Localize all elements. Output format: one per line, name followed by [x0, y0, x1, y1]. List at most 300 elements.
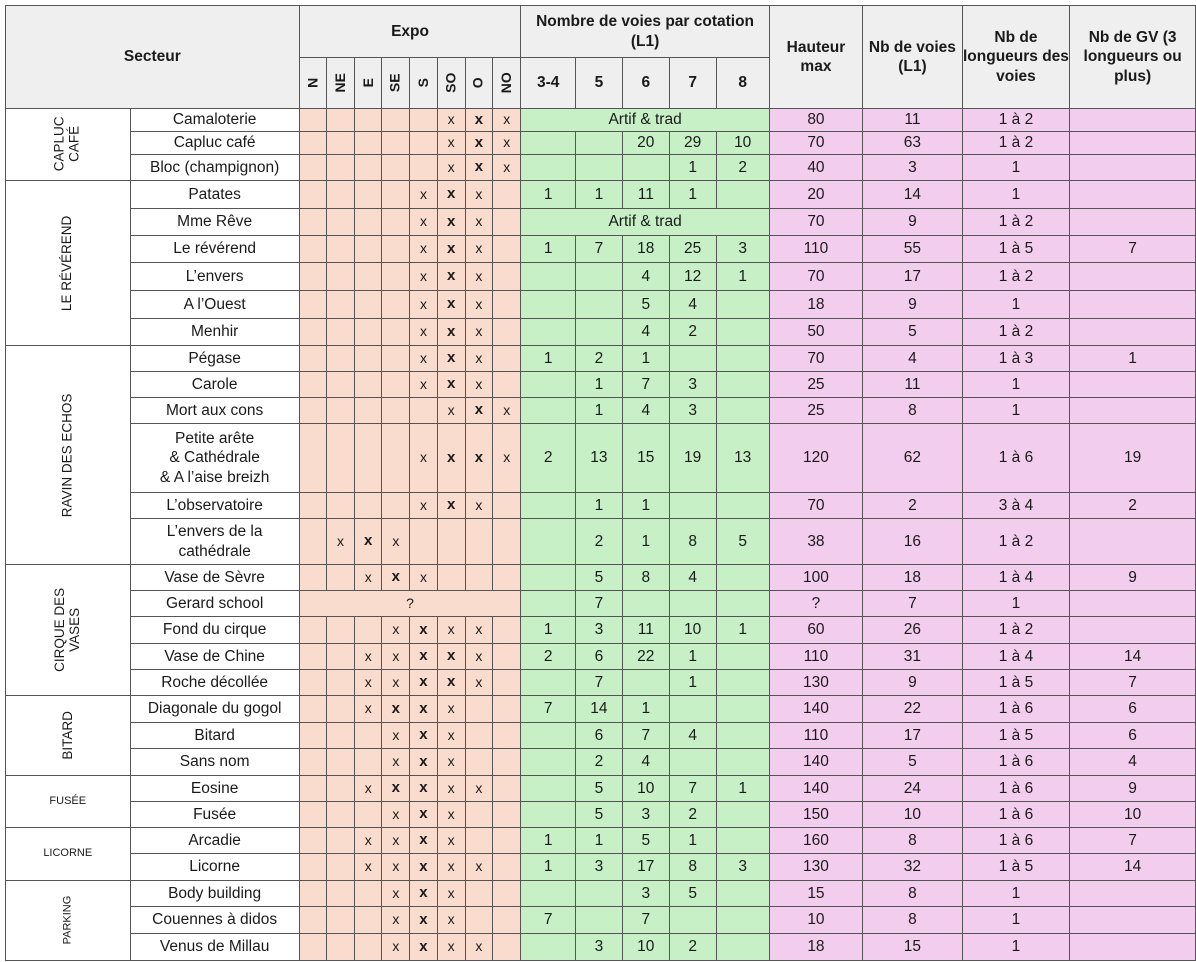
- grade-count-cell: [521, 493, 576, 519]
- expo-cell: x: [410, 881, 437, 907]
- table-row: [6, 346, 1196, 372]
- table-row: [6, 155, 1196, 181]
- expo-cell: x: [465, 424, 492, 493]
- sector-name: A l’Ouest: [130, 291, 299, 319]
- sector-name: Diagonale du gogol: [130, 696, 299, 723]
- expo-cell: [326, 493, 354, 519]
- nb-longueurs-cell: 1 à 3: [962, 346, 1070, 372]
- grade-count-cell: 7: [575, 591, 622, 617]
- grade-count-cell: 1: [669, 155, 716, 181]
- expo-cell: x: [465, 291, 492, 319]
- expo-cell: x: [382, 723, 410, 749]
- expo-cell: [437, 565, 465, 591]
- expo-cell: [410, 109, 437, 132]
- expo-cell: x: [410, 934, 437, 961]
- grade-count-cell: 12: [669, 263, 716, 291]
- group-label-rotated: [53, 117, 83, 172]
- nb-voies-cell: 31: [863, 644, 963, 670]
- expo-cell: [410, 155, 437, 181]
- grade-count-cell: 2: [521, 644, 576, 670]
- hauteur-max-cell: 130: [769, 854, 862, 881]
- grade-count-cell: [669, 907, 716, 934]
- table-row: [6, 236, 1196, 263]
- hauteur-max-cell: 130: [769, 670, 862, 696]
- hauteur-max-cell: 100: [769, 565, 862, 591]
- expo-cell: [465, 723, 492, 749]
- grade-count-cell: 10: [716, 132, 769, 155]
- expo-cell: [382, 424, 410, 493]
- expo-cell: [299, 181, 326, 209]
- grade-count-cell: 4: [669, 291, 716, 319]
- expo-cell: [326, 670, 354, 696]
- header-nb-longueurs: Nb de longueurs des voies: [962, 6, 1070, 109]
- grade-count-cell: 3: [716, 854, 769, 881]
- grade-count-cell: 1: [575, 181, 622, 209]
- hauteur-max-cell: 25: [769, 398, 862, 424]
- expo-cell: [299, 828, 326, 854]
- expo-cell: x: [326, 519, 354, 565]
- grade-count-cell: 11: [622, 181, 669, 209]
- expo-cell: [326, 372, 354, 398]
- expo-cell: x: [493, 424, 521, 493]
- table-row: [6, 696, 1196, 723]
- expo-cell: [299, 236, 326, 263]
- grade-count-cell: 1: [521, 854, 576, 881]
- expo-cell: [355, 493, 382, 519]
- grade-count-cell: [521, 372, 576, 398]
- nb-voies-cell: 9: [863, 291, 963, 319]
- group-label-line: VASES: [66, 607, 82, 652]
- grade-count-cell: 15: [622, 424, 669, 493]
- nb-longueurs-cell: 1 à 4: [962, 565, 1070, 591]
- expo-cell: x: [465, 319, 492, 346]
- expo-cell: x: [437, 749, 465, 776]
- nb-gv-cell: 4: [1070, 749, 1196, 776]
- group-label-line: RAVIN DES ECHOS: [59, 393, 75, 517]
- header-nb-voies: Nb de voies (L1): [863, 6, 963, 109]
- expo-cell: x: [410, 236, 437, 263]
- hauteur-max-cell: 18: [769, 291, 862, 319]
- expo-cell: x: [465, 372, 492, 398]
- grade-count-cell: [669, 493, 716, 519]
- nb-longueurs-cell: 1 à 2: [962, 109, 1070, 132]
- grade-count-cell: [521, 319, 576, 346]
- grade-count-cell: 10: [669, 617, 716, 644]
- grade-count-cell: 3: [716, 236, 769, 263]
- expo-cell: [299, 291, 326, 319]
- expo-cell: [299, 934, 326, 961]
- expo-cell: x: [437, 236, 465, 263]
- nb-gv-cell: [1070, 209, 1196, 236]
- expo-cell: [355, 802, 382, 828]
- grade-count-cell: [521, 132, 576, 155]
- expo-cell: [465, 802, 492, 828]
- expo-cell: x: [437, 346, 465, 372]
- grade-count-cell: 1: [575, 398, 622, 424]
- expo-cell: x: [465, 346, 492, 372]
- expo-cell: [299, 493, 326, 519]
- nb-voies-cell: 18: [863, 565, 963, 591]
- expo-cell: [355, 209, 382, 236]
- grade-count-cell: [716, 565, 769, 591]
- expo-cell: [355, 907, 382, 934]
- grade-count-cell: 4: [669, 565, 716, 591]
- table-row: [6, 565, 1196, 591]
- expo-cell: [493, 263, 521, 291]
- nb-gv-cell: 9: [1070, 565, 1196, 591]
- header-dir-so: SO: [437, 58, 465, 109]
- grade-count-cell: [716, 181, 769, 209]
- nb-voies-cell: 11: [863, 109, 963, 132]
- expo-cell: [299, 424, 326, 493]
- expo-cell: [355, 109, 382, 132]
- expo-cell: [355, 723, 382, 749]
- group-label-line: FUSÉE: [49, 794, 87, 807]
- grade-count-cell: 5: [575, 776, 622, 802]
- expo-cell: x: [437, 907, 465, 934]
- nb-voies-cell: 4: [863, 346, 963, 372]
- hauteur-max-cell: 70: [769, 209, 862, 236]
- expo-cell: x: [382, 934, 410, 961]
- group-label: [6, 881, 131, 961]
- group-label: [6, 346, 131, 565]
- nb-gv-cell: [1070, 881, 1196, 907]
- expo-cell: x: [465, 109, 492, 132]
- expo-cell: [326, 346, 354, 372]
- nb-voies-cell: 9: [863, 670, 963, 696]
- nb-voies-cell: 62: [863, 424, 963, 493]
- expo-cell: x: [437, 854, 465, 881]
- hauteur-max-cell: 40: [769, 155, 862, 181]
- grade-count-cell: 5: [716, 519, 769, 565]
- nb-voies-cell: 8: [863, 398, 963, 424]
- grade-count-cell: 7: [622, 723, 669, 749]
- expo-cell: [465, 519, 492, 565]
- nb-voies-cell: 7: [863, 591, 963, 617]
- group-label-rotated: [62, 895, 74, 944]
- header-dir-se: SE: [382, 58, 410, 109]
- sector-name: Couennes à didos: [130, 907, 299, 934]
- sector-name-line: & Cathédrale: [169, 449, 260, 467]
- grade-count-cell: [669, 346, 716, 372]
- nb-voies-cell: 2: [863, 493, 963, 519]
- group-label-rotated: [53, 587, 83, 671]
- expo-cell: x: [355, 854, 382, 881]
- table-row: [6, 934, 1196, 961]
- expo-cell: x: [410, 828, 437, 854]
- expo-cell: [355, 617, 382, 644]
- grade-count-cell: [716, 934, 769, 961]
- grade-count-cell: [521, 519, 576, 565]
- grade-count-cell: 5: [669, 881, 716, 907]
- header-nb-gv: Nb de GV (3 longueurs ou plus): [1070, 6, 1196, 109]
- nb-longueurs-cell: 1: [962, 591, 1070, 617]
- grade-count-cell: [575, 881, 622, 907]
- table-row: [6, 617, 1196, 644]
- grade-count-cell: 29: [669, 132, 716, 155]
- grade-count-cell: 4: [622, 263, 669, 291]
- expo-cell: [355, 372, 382, 398]
- expo-cell: x: [355, 519, 382, 565]
- group-label-line: CAPLUC: [51, 116, 67, 172]
- expo-cell: x: [437, 644, 465, 670]
- sector-name: Arcadie: [130, 828, 299, 854]
- expo-cell: [382, 493, 410, 519]
- grade-count-cell: 1: [669, 644, 716, 670]
- sector-name: Mme Rêve: [130, 209, 299, 236]
- nb-voies-cell: 3: [863, 155, 963, 181]
- expo-cell: x: [437, 263, 465, 291]
- grade-count-cell: 7: [521, 907, 576, 934]
- grade-count-cell: 3: [622, 881, 669, 907]
- expo-cell: [299, 644, 326, 670]
- grade-count-cell: 5: [575, 802, 622, 828]
- expo-cell: [465, 828, 492, 854]
- hauteur-max-cell: 150: [769, 802, 862, 828]
- expo-cell: [299, 132, 326, 155]
- grade-count-cell: 13: [575, 424, 622, 493]
- grade-count-cell: 8: [669, 854, 716, 881]
- expo-cell: [382, 155, 410, 181]
- expo-cell: x: [465, 209, 492, 236]
- expo-cell: [355, 749, 382, 776]
- hauteur-max-cell: 70: [769, 493, 862, 519]
- nb-voies-cell: 8: [863, 881, 963, 907]
- hauteur-max-cell: 38: [769, 519, 862, 565]
- sector-name: Camaloterie: [130, 109, 299, 132]
- table-row: [6, 398, 1196, 424]
- expo-cell: x: [437, 181, 465, 209]
- hauteur-max-cell: 60: [769, 617, 862, 644]
- grade-count-cell: [716, 291, 769, 319]
- expo-cell: x: [382, 828, 410, 854]
- grade-count-cell: [716, 644, 769, 670]
- table-row: [6, 828, 1196, 854]
- grade-count-cell: 1: [716, 776, 769, 802]
- grade-count-cell: [521, 670, 576, 696]
- grade-count-cell: 5: [622, 291, 669, 319]
- expo-cell: [493, 696, 521, 723]
- expo-cell: [493, 776, 521, 802]
- expo-cell: x: [410, 209, 437, 236]
- table-row: [6, 802, 1196, 828]
- expo-cell: x: [382, 802, 410, 828]
- expo-cell: x: [465, 155, 492, 181]
- nb-longueurs-cell: 1 à 2: [962, 263, 1070, 291]
- expo-cell: x: [465, 181, 492, 209]
- expo-cell: [355, 398, 382, 424]
- group-label-rotated: [60, 393, 75, 517]
- nb-gv-cell: [1070, 934, 1196, 961]
- hauteur-max-cell: 110: [769, 723, 862, 749]
- header-dir-s: S: [410, 58, 437, 109]
- expo-cell: [299, 346, 326, 372]
- grade-count-cell: 7: [669, 776, 716, 802]
- expo-cell: x: [410, 749, 437, 776]
- table-row: [6, 209, 1196, 236]
- table-row: [6, 591, 1196, 617]
- nb-voies-cell: 11: [863, 372, 963, 398]
- header-dir-o: O: [465, 58, 492, 109]
- expo-cell: [299, 749, 326, 776]
- nb-voies-cell: 55: [863, 236, 963, 263]
- expo-cell: [493, 346, 521, 372]
- table-row: [6, 723, 1196, 749]
- nb-voies-cell: 5: [863, 319, 963, 346]
- grade-count-cell: 3: [575, 934, 622, 961]
- secteurs-table: [5, 5, 1196, 961]
- grade-count-cell: [521, 934, 576, 961]
- hauteur-max-cell: 140: [769, 749, 862, 776]
- expo-cell: [326, 424, 354, 493]
- grade-count-cell: [521, 565, 576, 591]
- grade-count-cell: 1: [622, 346, 669, 372]
- hauteur-max-cell: 140: [769, 776, 862, 802]
- nb-longueurs-cell: 1 à 5: [962, 670, 1070, 696]
- nb-longueurs-cell: 3 à 4: [962, 493, 1070, 519]
- expo-cell: x: [437, 617, 465, 644]
- expo-cell: [299, 854, 326, 881]
- expo-cell: [493, 519, 521, 565]
- grade-count-cell: 19: [669, 424, 716, 493]
- expo-cell: x: [465, 617, 492, 644]
- group-label: [6, 181, 131, 346]
- sector-name: Vase de Sèvre: [130, 565, 299, 591]
- expo-cell: [465, 907, 492, 934]
- expo-cell: [326, 291, 354, 319]
- grade-count-cell: 3: [669, 398, 716, 424]
- nb-voies-cell: 63: [863, 132, 963, 155]
- nb-longueurs-cell: 1: [962, 907, 1070, 934]
- sector-name: Menhir: [130, 319, 299, 346]
- grade-count-cell: [716, 591, 769, 617]
- expo-cell: x: [493, 109, 521, 132]
- nb-gv-cell: 2: [1070, 493, 1196, 519]
- grade-count-cell: 11: [622, 617, 669, 644]
- expo-cell: [326, 854, 354, 881]
- grade-count-cell: 1: [521, 181, 576, 209]
- sector-name: Sans nom: [130, 749, 299, 776]
- nb-voies-cell: 8: [863, 907, 963, 934]
- table-row: [6, 291, 1196, 319]
- hauteur-max-cell: 110: [769, 236, 862, 263]
- grade-count-cell: 1: [669, 828, 716, 854]
- grade-count-cell: [521, 881, 576, 907]
- table-row: [6, 493, 1196, 519]
- grade-count-cell: [622, 670, 669, 696]
- nb-gv-cell: [1070, 372, 1196, 398]
- sector-name: L’observatoire: [130, 493, 299, 519]
- grade-count-cell: [716, 398, 769, 424]
- nb-voies-cell: 8: [863, 828, 963, 854]
- expo-cell: x: [410, 493, 437, 519]
- expo-cell: x: [410, 617, 437, 644]
- expo-cell: [382, 319, 410, 346]
- grade-merged: Artif & trad: [521, 109, 769, 132]
- expo-cell: x: [465, 854, 492, 881]
- sector-name: Patates: [130, 181, 299, 209]
- table-row: [6, 907, 1196, 934]
- hauteur-max-cell: 50: [769, 319, 862, 346]
- grade-count-cell: [716, 907, 769, 934]
- grade-count-cell: 3: [622, 802, 669, 828]
- grade-count-cell: [716, 372, 769, 398]
- nb-gv-cell: [1070, 263, 1196, 291]
- grade-count-cell: 17: [622, 854, 669, 881]
- expo-cell: x: [382, 617, 410, 644]
- sector-name: Capluc café: [130, 132, 299, 155]
- sector-name: Fond du cirque: [130, 617, 299, 644]
- nb-longueurs-cell: 1 à 2: [962, 132, 1070, 155]
- table-row: [6, 749, 1196, 776]
- grade-count-cell: 2: [669, 802, 716, 828]
- expo-cell: [493, 181, 521, 209]
- sector-name: Body building: [130, 881, 299, 907]
- expo-cell: x: [410, 854, 437, 881]
- expo-cell: x: [382, 670, 410, 696]
- grade-count-cell: 1: [521, 346, 576, 372]
- grade-count-cell: 1: [716, 617, 769, 644]
- expo-cell: x: [437, 424, 465, 493]
- expo-cell: [382, 346, 410, 372]
- group-label-line: PARKING: [61, 895, 74, 945]
- expo-cell: [326, 565, 354, 591]
- nb-gv-cell: [1070, 319, 1196, 346]
- nb-longueurs-cell: 1: [962, 291, 1070, 319]
- expo-cell: [465, 881, 492, 907]
- nb-gv-cell: [1070, 591, 1196, 617]
- expo-cell: x: [410, 346, 437, 372]
- expo-cell: x: [493, 132, 521, 155]
- grade-count-cell: [575, 155, 622, 181]
- header-grade-5: 5: [575, 58, 622, 109]
- expo-cell: [299, 802, 326, 828]
- expo-cell: [465, 565, 492, 591]
- sector-name-line: cathédrale: [178, 542, 251, 560]
- expo-cell: x: [410, 319, 437, 346]
- nb-longueurs-cell: 1 à 6: [962, 696, 1070, 723]
- group-label-line: CIRQUE DES: [51, 587, 67, 672]
- grade-count-cell: 25: [669, 236, 716, 263]
- table-row: [6, 424, 1196, 493]
- expo-cell: x: [410, 181, 437, 209]
- grade-count-cell: 1: [669, 670, 716, 696]
- hauteur-max-cell: 140: [769, 696, 862, 723]
- expo-cell: [382, 132, 410, 155]
- grade-count-cell: 1: [622, 519, 669, 565]
- expo-cell: [299, 723, 326, 749]
- grade-count-cell: 1: [575, 493, 622, 519]
- header-grade-7: 7: [669, 58, 716, 109]
- expo-cell: [326, 907, 354, 934]
- expo-cell: x: [465, 670, 492, 696]
- expo-cell: [493, 493, 521, 519]
- expo-cell: x: [382, 854, 410, 881]
- nb-gv-cell: 14: [1070, 644, 1196, 670]
- expo-cell: [355, 236, 382, 263]
- nb-gv-cell: 9: [1070, 776, 1196, 802]
- nb-voies-cell: 24: [863, 776, 963, 802]
- expo-cell: [299, 519, 326, 565]
- sector-name-line: & A l’aise breizh: [159, 468, 270, 486]
- expo-cell: [326, 236, 354, 263]
- expo-cell: [326, 802, 354, 828]
- expo-cell: x: [437, 802, 465, 828]
- nb-gv-cell: [1070, 907, 1196, 934]
- grade-count-cell: 7: [622, 907, 669, 934]
- sector-name: [130, 519, 299, 565]
- grade-count-cell: 3: [575, 617, 622, 644]
